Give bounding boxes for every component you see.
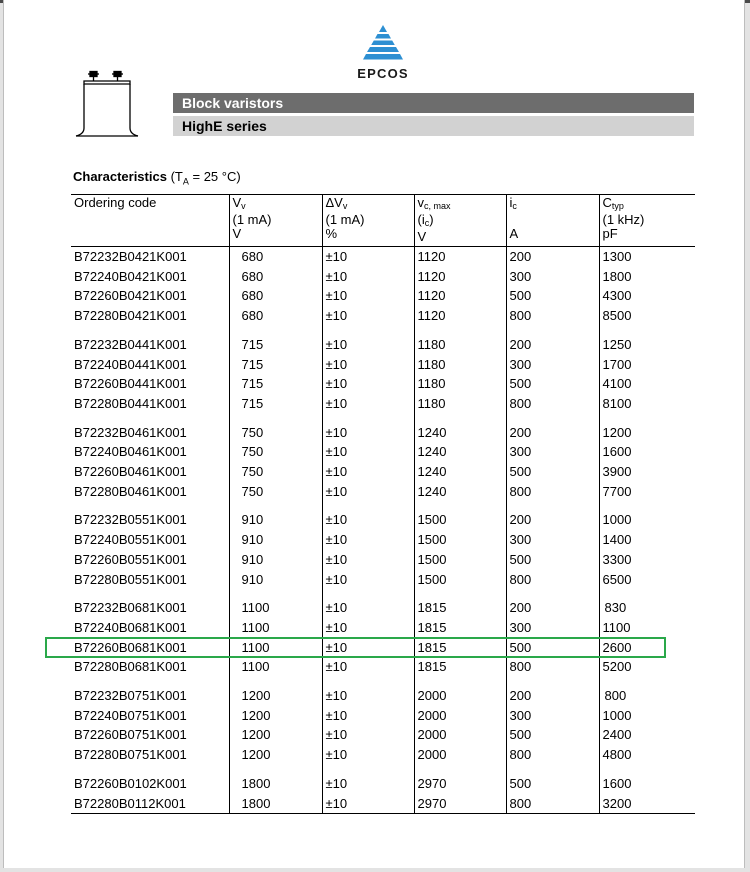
cell-ic: 200 xyxy=(506,335,599,355)
table-row xyxy=(71,706,695,726)
cell-vc-max: 1180 xyxy=(414,335,506,355)
table-row xyxy=(71,335,695,355)
spacer-cell xyxy=(506,765,599,774)
table-row xyxy=(71,306,695,326)
cell-ordering-code: B72232B0441K001 xyxy=(74,336,187,352)
spacer-cell xyxy=(599,589,695,598)
table-row xyxy=(71,510,695,530)
cell-vc-max: 2000 xyxy=(414,706,506,726)
table-row xyxy=(71,618,695,638)
cell-vc-max: 1180 xyxy=(414,394,506,414)
spacer-cell xyxy=(322,501,414,510)
cell-vc-max: 2000 xyxy=(414,745,506,765)
cell-delta-vv: ±10 xyxy=(322,657,414,677)
cell-vv: 1200 xyxy=(229,745,322,765)
characteristics-table xyxy=(71,194,695,814)
cell-ic: 800 xyxy=(506,745,599,765)
cell-vc-max: 1500 xyxy=(414,510,506,530)
cell-vv: 715 xyxy=(229,355,322,375)
cell-ic: 500 xyxy=(506,550,599,570)
spacer-cell xyxy=(71,414,229,423)
cell-vv: 910 xyxy=(229,570,322,590)
cell-vc-max: 2000 xyxy=(414,725,506,745)
cell-vc-max: 1240 xyxy=(414,462,506,482)
cell-ordering-code: B72280B0112K001 xyxy=(71,794,229,814)
cell-vv: 680 xyxy=(229,267,322,287)
cell-vc-max: 1500 xyxy=(414,550,506,570)
cell-ic: 300 xyxy=(506,267,599,287)
cell-ordering-code: B72260B0421K001 xyxy=(74,288,187,304)
cell-delta-vv: ±10 xyxy=(322,355,414,375)
spacer-cell xyxy=(414,414,506,423)
table-row xyxy=(71,598,695,618)
cell-ctyp: 1100 xyxy=(599,618,695,638)
spacer-cell xyxy=(322,326,414,335)
cell-delta-vv: ±10 xyxy=(322,394,414,414)
group-spacer-row xyxy=(71,677,695,686)
table-row xyxy=(71,794,695,814)
cell-ic: 500 xyxy=(506,374,599,394)
cell-delta-vv: ±10 xyxy=(322,510,414,530)
cell-vv: 1200 xyxy=(229,725,322,745)
group-spacer-row xyxy=(71,326,695,335)
cell-ic: 300 xyxy=(506,530,599,550)
epcos-logo-text: EPCOS xyxy=(357,66,409,81)
spacer-cell xyxy=(599,414,695,423)
cell-ic: 800 xyxy=(506,657,599,677)
spacer-cell xyxy=(71,765,229,774)
cell-ctyp: 8500 xyxy=(599,306,695,326)
cell-vv: 1100 xyxy=(229,598,322,618)
cell-vc-max: 1120 xyxy=(414,306,506,326)
cell-delta-vv: ±10 xyxy=(322,462,414,482)
cell-vc-max: 1500 xyxy=(414,530,506,550)
table-row xyxy=(71,462,695,482)
cell-vc-max: 1500 xyxy=(414,570,506,590)
cell-ordering-code: B72280B0461K001 xyxy=(74,483,187,499)
cell-delta-vv: ±10 xyxy=(322,618,414,638)
cell-ic: 800 xyxy=(506,794,599,814)
cell-vv: 680 xyxy=(229,286,322,306)
cell-ordering-code: B72280B0751K001 xyxy=(74,747,187,763)
cell-delta-vv: ±10 xyxy=(322,686,414,706)
spacer-cell xyxy=(71,589,229,598)
cell-vc-max: 1120 xyxy=(414,267,506,287)
cell-delta-vv: ±10 xyxy=(322,247,414,267)
cell-ic: 300 xyxy=(506,706,599,726)
spacer-cell xyxy=(229,326,322,335)
table-row xyxy=(71,570,695,590)
cell-vv: 1100 xyxy=(229,638,322,658)
cell-vv: 1200 xyxy=(229,706,322,726)
cell-ordering-code: B72240B0461K001 xyxy=(74,444,187,460)
group-spacer-row xyxy=(71,765,695,774)
cell-ic: 300 xyxy=(506,618,599,638)
section-condition: ($T_A = 25$ °C) xyxy=(170,169,241,187)
cell-ic: 500 xyxy=(506,638,599,658)
spacer-cell xyxy=(414,326,506,335)
cell-ctyp: 6500 xyxy=(599,570,695,590)
table-row xyxy=(71,774,695,794)
cell-delta-vv: ±10 xyxy=(322,374,414,394)
cell-vc-max: 1815 xyxy=(414,598,506,618)
table-row xyxy=(71,657,695,677)
cell-vv: 1800 xyxy=(229,794,322,814)
table-row xyxy=(71,355,695,375)
cell-ic: 500 xyxy=(506,774,599,794)
cell-ctyp: 1000 xyxy=(599,510,695,530)
col-header-vv: $V_v$ (1 mA) V xyxy=(229,195,322,247)
cell-ordering-code: B72232B0681K001 xyxy=(74,600,187,616)
cell-vv: 715 xyxy=(229,374,322,394)
cell-vc-max: 1180 xyxy=(414,355,506,375)
block-varistor-icon xyxy=(70,68,144,142)
cell-delta-vv: ±10 xyxy=(322,725,414,745)
spacer-cell xyxy=(322,414,414,423)
spacer-cell xyxy=(229,501,322,510)
spacer-cell xyxy=(414,501,506,510)
cell-delta-vv: ±10 xyxy=(322,598,414,618)
cell-vc-max: 1120 xyxy=(414,286,506,306)
cell-ordering-code: B72280B0551K001 xyxy=(74,571,187,587)
cell-delta-vv: ±10 xyxy=(322,550,414,570)
cell-vv: 1800 xyxy=(229,774,322,794)
table-row xyxy=(71,686,695,706)
section-title: Characteristics xyxy=(73,169,167,184)
cell-ic: 200 xyxy=(506,510,599,530)
group-spacer-row xyxy=(71,501,695,510)
cell-ctyp: 1400 xyxy=(599,530,695,550)
cell-ctyp: 800 xyxy=(599,686,695,706)
table-row xyxy=(71,482,695,502)
cell-ctyp: 3200 xyxy=(599,794,695,814)
cell-ctyp: 1200 xyxy=(599,423,695,443)
cell-vc-max: 2000 xyxy=(414,686,506,706)
table-row xyxy=(71,530,695,550)
cell-ordering-code: B72260B0441K001 xyxy=(74,376,187,392)
cell-vv: 1100 xyxy=(229,618,322,638)
cell-ic: 300 xyxy=(506,442,599,462)
cell-vv: 910 xyxy=(229,530,322,550)
epcos-logo-icon xyxy=(348,24,418,66)
table-row xyxy=(71,247,695,267)
spacer-cell xyxy=(599,501,695,510)
table-body xyxy=(71,247,695,814)
cell-ordering-code: B72232B0461K001 xyxy=(74,424,187,440)
table-row xyxy=(71,550,695,570)
spacer-cell xyxy=(506,326,599,335)
cell-ordering-code: B72240B0421K001 xyxy=(74,268,187,284)
col-header-ctyp: $C_{typ}$ (1 kHz) pF xyxy=(599,195,695,247)
col-header-delta-vv: $\Delta V_v$ (1 mA) % xyxy=(322,195,414,247)
cell-delta-vv: ±10 xyxy=(322,706,414,726)
table-row xyxy=(71,423,695,443)
spacer-cell xyxy=(414,765,506,774)
cell-ordering-code: B72240B0751K001 xyxy=(74,707,187,723)
cell-ctyp: 2600 xyxy=(599,638,695,658)
cell-delta-vv: ±10 xyxy=(322,423,414,443)
cell-vc-max: 1120 xyxy=(414,247,506,267)
cell-ctyp: 2400 xyxy=(599,725,695,745)
spacer-cell xyxy=(71,326,229,335)
table-row xyxy=(71,286,695,306)
cell-ic: 500 xyxy=(506,725,599,745)
cell-delta-vv: ±10 xyxy=(322,442,414,462)
spacer-cell xyxy=(599,326,695,335)
cell-vv: 750 xyxy=(229,462,322,482)
cell-vc-max: 1240 xyxy=(414,482,506,502)
spacer-cell xyxy=(229,414,322,423)
cell-ordering-code: B72260B0102K001 xyxy=(74,775,187,791)
cell-ctyp: 7700 xyxy=(599,482,695,502)
col-header-vc-max: $v_{c, max}$ $(i_c)$ V xyxy=(414,195,506,247)
cell-delta-vv: ±10 xyxy=(322,306,414,326)
cell-ordering-code: B72260B0681K001 xyxy=(74,639,187,655)
section-heading xyxy=(73,169,241,187)
highlight-box xyxy=(45,637,666,659)
cell-delta-vv: ±10 xyxy=(322,638,414,658)
cell-vc-max: 1815 xyxy=(414,638,506,658)
table-row xyxy=(71,394,695,414)
banner-product-title: Block varistors xyxy=(173,93,694,113)
cell-ctyp: 1700 xyxy=(599,355,695,375)
cell-ctyp: 1600 xyxy=(599,774,695,794)
cell-vc-max: 1240 xyxy=(414,442,506,462)
datasheet-page xyxy=(3,0,745,868)
cell-ic: 800 xyxy=(506,482,599,502)
cell-ordering-code: B72240B0551K001 xyxy=(74,532,187,548)
cell-ic: 800 xyxy=(506,570,599,590)
spacer-cell xyxy=(414,677,506,686)
cell-delta-vv: ±10 xyxy=(322,482,414,502)
table-row xyxy=(71,374,695,394)
cell-delta-vv: ±10 xyxy=(322,745,414,765)
col-header-ordering-code: Ordering code xyxy=(74,195,157,210)
cell-vv: 750 xyxy=(229,482,322,502)
cell-ctyp: 3300 xyxy=(599,550,695,570)
cell-ordering-code: B72280B0421K001 xyxy=(74,308,187,324)
table-row xyxy=(71,745,695,765)
spacer-cell xyxy=(322,589,414,598)
cell-vc-max: 2970 xyxy=(414,774,506,794)
cell-ic: 500 xyxy=(506,286,599,306)
spacer-cell xyxy=(506,589,599,598)
cell-ordering-code: B72240B0681K001 xyxy=(74,619,187,635)
spacer-cell xyxy=(414,589,506,598)
cell-vc-max: 1815 xyxy=(414,618,506,638)
spacer-cell xyxy=(506,414,599,423)
cell-ordering-code: B72280B0441K001 xyxy=(74,395,187,411)
group-spacer-row xyxy=(71,589,695,598)
cell-ic: 200 xyxy=(506,247,599,267)
spacer-cell xyxy=(71,677,229,686)
cell-delta-vv: ±10 xyxy=(322,794,414,814)
cell-ordering-code: B72232B0421K001 xyxy=(74,249,187,264)
cell-ctyp: 1300 xyxy=(599,247,695,267)
cell-ic: 200 xyxy=(506,423,599,443)
spacer-cell xyxy=(322,677,414,686)
cell-vv: 715 xyxy=(229,335,322,355)
cell-ctyp: 4800 xyxy=(599,745,695,765)
cell-vc-max: 1180 xyxy=(414,374,506,394)
spacer-cell xyxy=(506,501,599,510)
cell-ordering-code: B72260B0751K001 xyxy=(74,727,187,743)
spacer-cell xyxy=(322,765,414,774)
cell-ctyp: 4100 xyxy=(599,374,695,394)
banner-series-title: HighE series xyxy=(173,116,694,136)
epcos-logo xyxy=(348,24,418,84)
cell-vv: 750 xyxy=(229,442,322,462)
cell-ic: 200 xyxy=(506,686,599,706)
cell-vc-max: 1240 xyxy=(414,423,506,443)
cell-vv: 680 xyxy=(229,247,322,267)
cell-vv: 715 xyxy=(229,394,322,414)
spacer-cell xyxy=(599,765,695,774)
cell-ctyp: 5200 xyxy=(599,657,695,677)
cell-ctyp: 1800 xyxy=(599,267,695,287)
table-row xyxy=(71,267,695,287)
cell-ic: 500 xyxy=(506,462,599,482)
cell-delta-vv: ±10 xyxy=(322,267,414,287)
cell-vv: 680 xyxy=(229,306,322,326)
table-row xyxy=(71,725,695,745)
cell-ctyp: 1600 xyxy=(599,442,695,462)
cell-ordering-code: B72280B0681K001 xyxy=(74,659,187,675)
cell-ic: 800 xyxy=(506,394,599,414)
cell-vc-max: 1815 xyxy=(414,657,506,677)
group-spacer-row xyxy=(71,414,695,423)
cell-delta-vv: ±10 xyxy=(322,335,414,355)
cell-ic: 800 xyxy=(506,306,599,326)
cell-vv: 910 xyxy=(229,550,322,570)
col-header-ic: $i_c$ A xyxy=(506,195,599,247)
cell-delta-vv: ±10 xyxy=(322,530,414,550)
cell-ic: 200 xyxy=(506,598,599,618)
cell-vv: 750 xyxy=(229,423,322,443)
spacer-cell xyxy=(229,765,322,774)
spacer-cell xyxy=(599,677,695,686)
cell-ctyp: 830 xyxy=(599,598,695,618)
spacer-cell xyxy=(229,589,322,598)
cell-ordering-code: B72260B0461K001 xyxy=(74,464,187,480)
cell-vv: 1200 xyxy=(229,686,322,706)
cell-delta-vv: ±10 xyxy=(322,570,414,590)
cell-ordering-code: B72240B0441K001 xyxy=(74,356,187,372)
cell-vv: 1100 xyxy=(229,657,322,677)
cell-ordering-code: B72232B0751K001 xyxy=(74,688,187,704)
spacer-cell xyxy=(71,501,229,510)
cell-ctyp: 4300 xyxy=(599,286,695,306)
cell-ic: 300 xyxy=(506,355,599,375)
table-header-row xyxy=(71,195,695,247)
cell-ctyp: 3900 xyxy=(599,462,695,482)
cell-vc-max: 2970 xyxy=(414,794,506,814)
cell-delta-vv: ±10 xyxy=(322,774,414,794)
cell-ctyp: 8100 xyxy=(599,394,695,414)
cell-ctyp: 1250 xyxy=(599,335,695,355)
table-row xyxy=(71,442,695,462)
spacer-cell xyxy=(229,677,322,686)
cell-ctyp: 1000 xyxy=(599,706,695,726)
cell-ordering-code: B72232B0551K001 xyxy=(74,512,187,528)
cell-ordering-code: B72260B0551K001 xyxy=(74,551,187,567)
spacer-cell xyxy=(506,677,599,686)
cell-delta-vv: ±10 xyxy=(322,286,414,306)
cell-vv: 910 xyxy=(229,510,322,530)
